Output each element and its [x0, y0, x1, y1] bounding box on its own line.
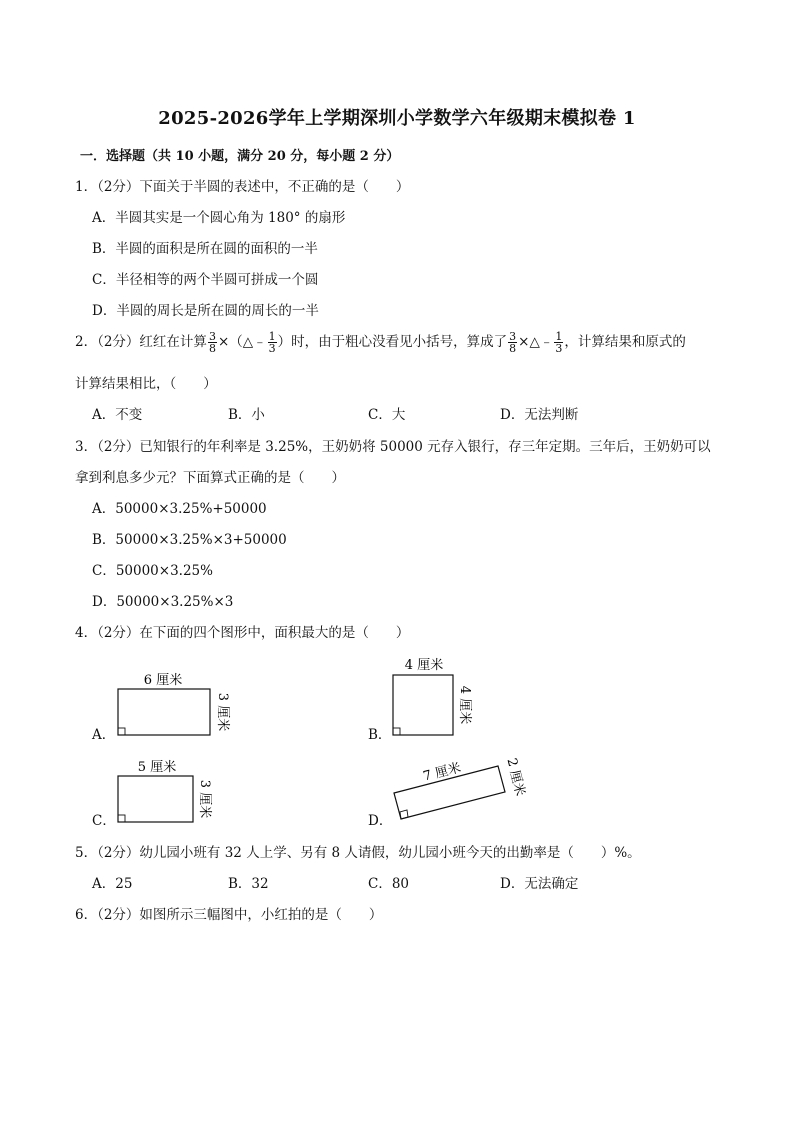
q4-option-c-label: C．: [92, 813, 116, 829]
q2-mid2: ）时，由于粗心没看见小括号，算成了: [277, 334, 508, 350]
section-heading: 一．选择题（共 10 小题，满分 20 分，每小题 2 分）: [80, 149, 400, 164]
q2-fraction-three-eighths-b: $\frac{3}{8}$: [509, 330, 517, 355]
q2-mid3: ×△﹣: [518, 334, 554, 350]
q2-fraction-one-third-b: $\frac{1}{3}$: [555, 330, 563, 355]
fig-d-height-label: 2 厘米: [503, 756, 528, 798]
exam-title: 2025-2026学年上学期深圳小学数学六年级期末模拟卷 1: [158, 108, 636, 129]
q5-option-d: D．无法确定: [500, 876, 579, 892]
fig-b-height-label: 4 厘米: [457, 685, 472, 725]
q4-figure-d: [394, 756, 528, 819]
q3-option-c: C．50000×3.25%: [92, 563, 213, 579]
q4-figure-c: [118, 759, 213, 822]
q2-mid1: ×（△﹣: [217, 334, 267, 350]
q5-option-b: B．32: [228, 876, 269, 892]
q1-option-d: D．半圆的周长是所在圆的周长的一半: [92, 303, 319, 319]
q4-figure-b: [393, 657, 473, 735]
q2-fraction-three-eighths: $\frac{3}{8}$: [208, 330, 216, 355]
q4-stem: 4．（2分）在下面的四个图形中，面积最大的是（ ）: [75, 625, 410, 641]
q4-option-a-label: A．: [92, 727, 116, 743]
q2-option-a: A．不变: [92, 407, 143, 423]
q2-stem-line2: 计算结果相比，（ ）: [75, 376, 217, 392]
q1-option-a: A．半圆其实是一个圆心角为 180° 的扇形: [92, 210, 346, 226]
q1-option-c: C．半径相等的两个半圆可拼成一个圆: [92, 272, 319, 288]
q3-stem-line2: 拿到利息多少元？下面算式正确的是（ ）: [75, 470, 345, 486]
q2-option-d: D．无法判断: [500, 407, 579, 423]
fig-a-width-label: 6 厘米: [143, 673, 183, 688]
q5-option-a: A．25: [92, 876, 133, 892]
q2-prefix: 2．（2分）红红在计算: [75, 334, 207, 350]
q3-option-a: A．50000×3.25%+50000: [92, 501, 267, 517]
q5-stem: 5．（2分）幼儿园小班有 32 人上学、另有 8 人请假，幼儿园小班今天的出勤率是（ ）%。: [75, 845, 641, 861]
fig-c-height-label: 3 厘米: [197, 779, 212, 819]
q1-option-b: B．半圆的面积是所在圆的面积的一半: [92, 241, 318, 257]
q5-option-c: C．80: [368, 876, 410, 892]
q3-option-d: D．50000×3.25%×3: [92, 594, 234, 610]
q6-stem: 6．（2分）如图所示三幅图中，小红拍的是（ ）: [75, 907, 383, 923]
q4-figure-a: [118, 672, 231, 735]
q4-option-d-label: D．: [368, 813, 393, 829]
fig-a-height-label: 3 厘米: [215, 692, 230, 732]
q3-stem-line1: 3．（2分）已知银行的年利率是 3.25%，王奶奶将 50000 元存入银行，存三年定期。三年后，王奶奶可以: [75, 439, 711, 455]
q2-option-c: C．大: [368, 407, 406, 423]
q3-option-b: B．50000×3.25%×3+50000: [92, 532, 287, 548]
fig-b-width-label: 4 厘米: [404, 658, 444, 673]
q2-option-b: B．小: [228, 407, 265, 423]
q4-option-b-label: B．: [368, 727, 392, 743]
q2-suffix: ，计算结果和原式的: [564, 334, 686, 350]
q2-fraction-one-third: $\frac{1}{3}$: [268, 330, 276, 355]
fig-d-width-label: 7 厘米: [421, 760, 463, 785]
q1-stem: 1．（2分）下面关于半圆的表述中，不正确的是（ ）: [75, 179, 410, 195]
fig-c-width-label: 5 厘米: [137, 760, 177, 775]
